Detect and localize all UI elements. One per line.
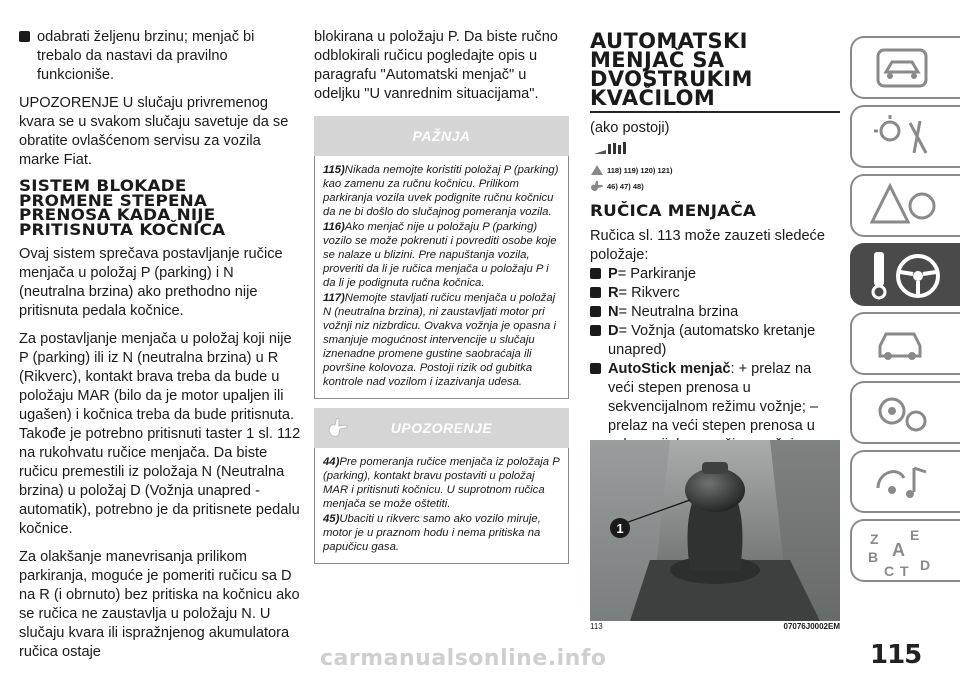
paragraph: Ovaj sistem sprečava postavljanje ručice menjača u položaj P (parking) i N (neutralna brzina) ako prethodno nije pritisnuta pedala kočnice. <box>19 246 283 319</box>
gearbox-icon <box>592 141 840 162</box>
bullet-box-icon <box>590 306 601 317</box>
svg-text:A: A <box>892 540 905 560</box>
caution-triangle-icon <box>590 164 604 176</box>
svg-text:Z: Z <box>870 531 879 547</box>
caution-title: PAŽNJA <box>412 128 471 144</box>
bullet-box-icon <box>590 287 601 298</box>
figure-code: 07076J0002EM <box>783 622 840 631</box>
media-music-icon <box>870 458 940 508</box>
bullet-item: odabrati željenu brzinu; menjač bi trebalo da nastavi da pravilno funkcioniše. <box>19 28 302 85</box>
caution-box <box>314 116 569 399</box>
warning-box-header <box>314 408 569 448</box>
caution-item: 115)Nikada nemojte koristiti položaj P (parking) kao zamenu za ručnu kočnicu. Prilikom parkiranja vozila uvek podignite ručnu kočnicu da ne bi došlo do slučajnog pomeranja vozila. <box>323 164 559 218</box>
bullet-box-icon <box>590 363 601 374</box>
position-item: D= Vožnja (automatsko kretanje unapred) <box>590 322 840 360</box>
warning-hand-small-icon <box>590 180 604 192</box>
bullet-box-icon <box>19 31 30 42</box>
section-heading-blocking-system: SISTEM BLOKADE PROMENE STEPENA PRENOSA KADA NIJE PRITISNUTA KOČNICA <box>19 176 226 239</box>
warning-paragraph: UPOZORENJE U slučaju privremenog kvara se u svakom slučaju savetuje da se obratite ovlašćenom servisu za vozila marke Fiat. <box>19 95 289 168</box>
alphabet-index-icon <box>866 526 946 578</box>
warning-title: UPOZORENJE <box>390 420 493 436</box>
caution-box-body <box>314 156 569 399</box>
sidebar-tab-dashboard[interactable] <box>850 36 960 99</box>
gear-lever-photo <box>590 440 840 621</box>
position-item: N= Neutralna brzina <box>590 303 840 322</box>
paragraph: Za olakšanje manevrisanja prilikom parkiranja, moguće je pomeriti ručicu sa D na R (i obrnuto) bez pritiska na kočnicu ako se ručica ne zaustavlja u položaju N. U slučaju kvara ili ispražnjenog akumulatora ručica ostaje <box>19 549 300 660</box>
caution-item: 116)Ako menjač nije u položaju P (parking) vozilo se može pokrenuti i povrediti osobe koje se nalaze u blizini. Pre napuštanja vozila, proveriti da li je ručica menjača u položaju P i da li je podignuta ručna kočnica. <box>323 221 557 289</box>
sidebar-tab-index[interactable] <box>850 519 960 582</box>
page-number: 115 <box>870 640 922 670</box>
warning-triangle-icon <box>870 182 940 232</box>
bullet-box-icon <box>590 325 601 336</box>
watermark: carmanualsonline.info <box>320 646 607 671</box>
key-steering-wheel-icon <box>868 250 948 302</box>
car-dashboard-icon <box>870 44 940 94</box>
figure-number: 113 <box>590 622 603 631</box>
warning-box <box>314 408 569 564</box>
svg-text:T: T <box>900 563 909 578</box>
reference-row-warning: 46) 47) 48) <box>590 180 840 192</box>
paragraph: blokirana u položaju P. Da biste ručno odblokirali ručicu pogledajte opis u paragrafu "Automatski menjač" u odeljku "U vanrednim situacijama". <box>314 29 558 102</box>
paragraph: Za postavljanje menjača u položaj koji nije P (parking) ili iz N (neutralna brzina) u R (Rikverc), kontakt brava treba da bude u položaju MAR (bilo da je motor upaljen ili ugašen) i kočnica treba da bude pritisnuta. Takođe je potrebno pritisnuti taster 1 sl. 112 na rukohvatu ručice menjača. Da biste ručicu premestili iz položaja N (Neutralna brzina) u položaj D (Vožnja unapred - automatik), potrebno je da pritisnete pedalu kočnice. <box>19 331 301 537</box>
svg-text:B: B <box>868 549 879 565</box>
figure-callout-label: 1 <box>616 521 624 536</box>
chapter-title: AUTOMATSKI MENJAČ SA DVOSTRUKIM KVAČILOM <box>590 29 753 110</box>
sidebar-tab-multimedia[interactable] <box>850 450 960 513</box>
chapter-index-sidebar <box>850 36 960 656</box>
column-left <box>19 28 302 671</box>
warning-item: 45)Ubaciti u rikverc samo ako vozilo miruje, motor je u praznom hodu i nema pritiska na papučicu gasa. <box>323 513 541 553</box>
sidebar-tab-emergency[interactable] <box>850 312 960 375</box>
position-item: R= Rikverc <box>590 284 840 303</box>
paragraph: Ručica sl. 113 može zauzeti sledeće položaje: <box>590 227 825 263</box>
sidebar-tab-starting-driving[interactable] <box>850 243 960 306</box>
svg-text:D: D <box>920 557 931 573</box>
position-item: P= Parkiranje <box>590 265 840 284</box>
title-rule <box>590 111 840 113</box>
gear-lever-figure <box>590 440 840 621</box>
wrench-car-icon <box>870 320 940 370</box>
warning-hand-icon <box>326 417 352 439</box>
section-heading-gear-lever: RUČICA MENJAČA <box>590 201 757 220</box>
sidebar-tab-maintenance[interactable] <box>850 381 960 444</box>
gears-icon <box>870 389 940 439</box>
sidebar-tab-warnings[interactable] <box>850 174 960 237</box>
subtitle: (ako postoji) <box>590 120 670 136</box>
warning-item: 44)Pre pomeranja ručice menjača iz položaja P (parking), kontakt bravu postaviti u položaj MAR i pritisnuti kočnicu. U suprotnom ručica menjača se može oštetiti. <box>323 456 560 510</box>
sidebar-tab-lights[interactable] <box>850 105 960 168</box>
figure-caption <box>590 622 840 631</box>
column-middle <box>314 28 569 573</box>
svg-text:E: E <box>910 527 920 543</box>
svg-text:C: C <box>884 563 895 578</box>
position-item: AutoStick menjač: + prelaz na veći stepen prenosa u sekvencijalnom režimu vožnje; – prelaz na veći stepen prenosa u <box>590 360 840 455</box>
caution-box-header <box>314 116 569 156</box>
column-right <box>590 29 840 455</box>
caution-item: 117)Nemojte stavljati ručicu menjača u položaj N (neutralna brzina), ni zaustavljati motor pri vožnji niz nizbrdicu. Ovakva vožnja je opasna i smanjuje mogućnost intervencije u slučaju iznenadne promene gustine saobraćaja ili površine kolovoza. Postoji rizik od gubitka kontrole nad vozilom i izazivanja udesa. <box>323 292 556 388</box>
reference-row-caution: 118) 119) 120) 121) <box>590 164 840 176</box>
warning-box-body <box>314 448 569 564</box>
light-seatbelt-icon <box>870 113 940 163</box>
bullet-box-icon <box>590 268 601 279</box>
